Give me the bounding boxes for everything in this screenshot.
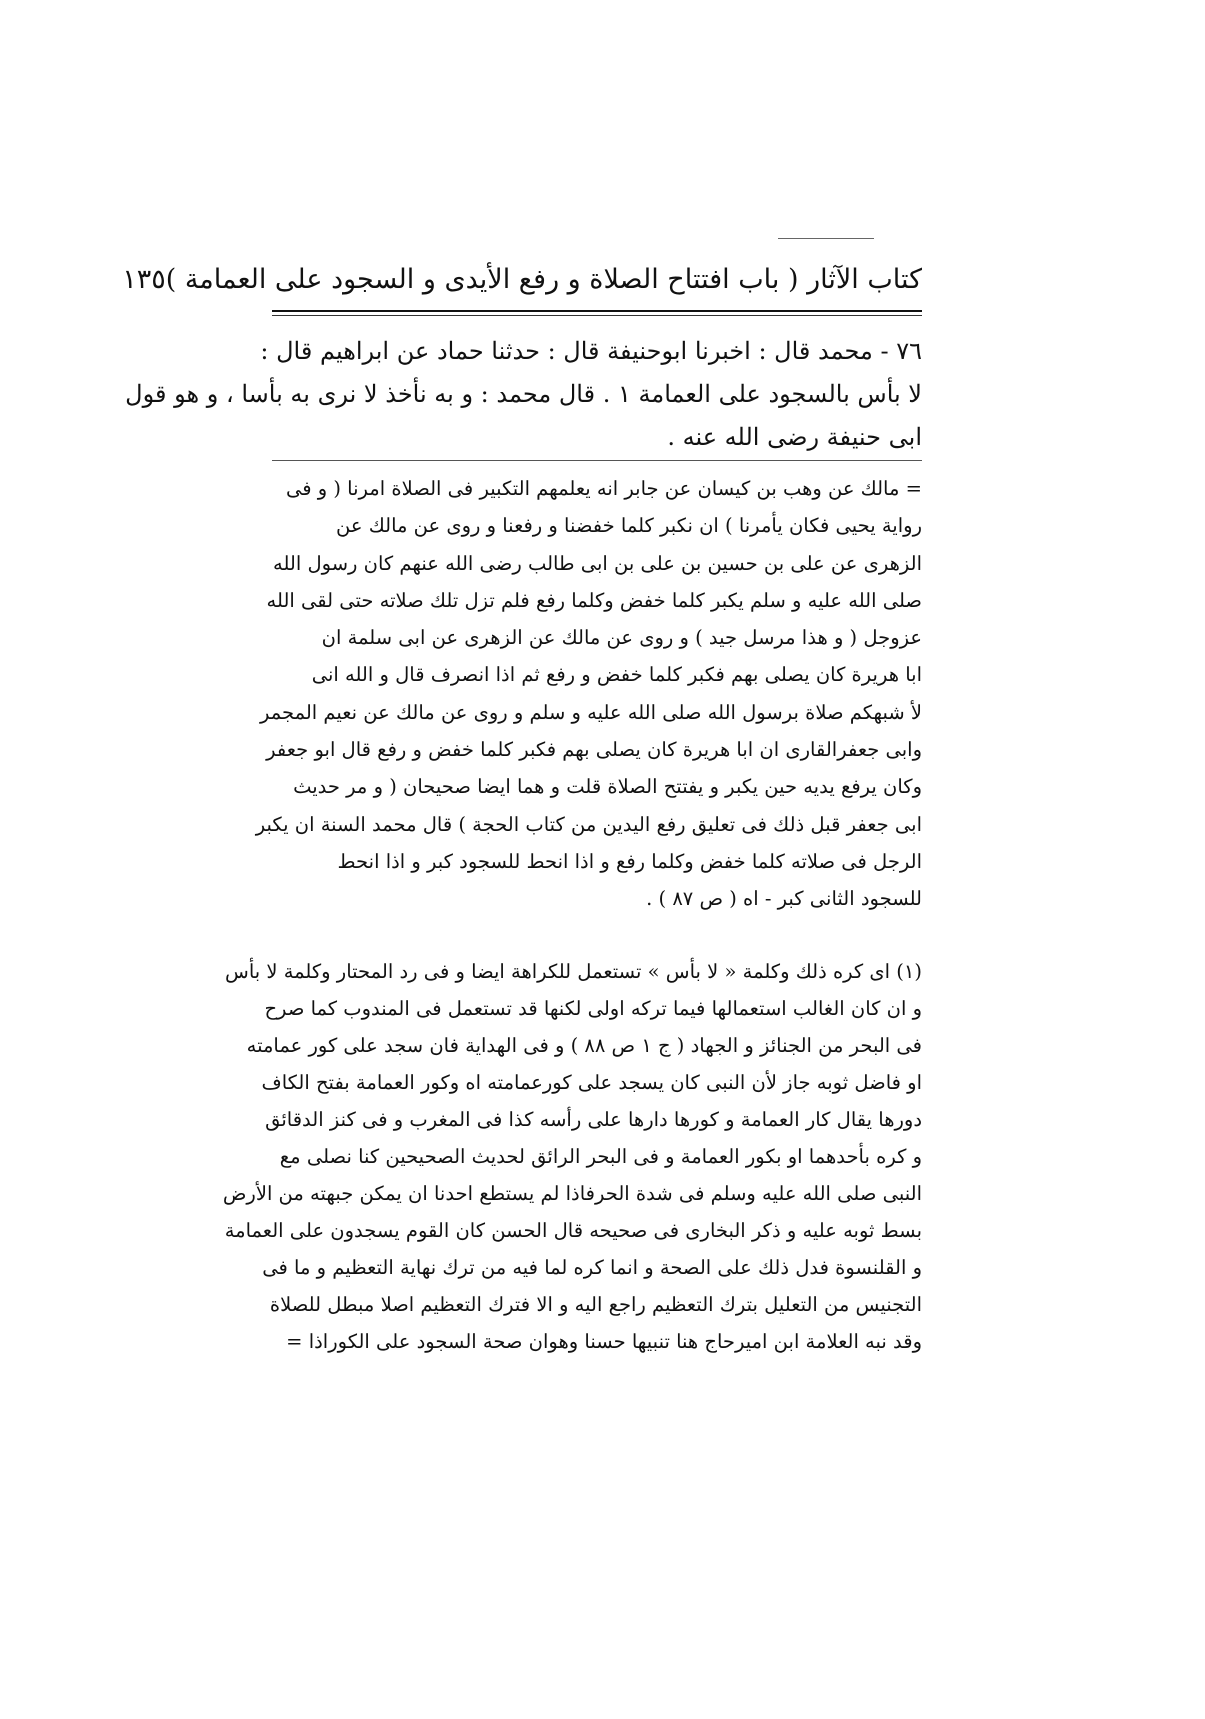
footnote-1 (222, 953, 922, 1360)
footnote-line: و ان كان الغالب استعمالها فيما تركه اولى لكنها قد تستعمل فى المندوب كما صرح (264, 997, 922, 1020)
footnote-line: فى البحر من الجنائز و الجهاد ( ج ١ ص ٨٨ ) و فى الهداية فان سجد على كور عمامته (246, 1034, 922, 1057)
running-head (122, 256, 922, 302)
running-title: كتاب الآثار ( باب افتتاح الصلاة و رفع الأيدى و السجود على العمامة ) (165, 263, 922, 295)
footnote-line: ابى جعفر قبل ذلك فى تعليق رفع اليدين من كتاب الحجة ) قال محمد السنة ان يكبر (255, 812, 922, 836)
footnote-line: بسط ثوبه عليه و ذكر البخارى فى صحيحه قال الحسن كان القوم يسجدون على العمامة (224, 1219, 922, 1242)
footnote-line: او فاضل ثوبه جاز لأن النبى كان يسجد على كورعمامته اه وكور العمامة بفتح الكاف (261, 1071, 922, 1094)
footnote-line: الزهرى عن على بن حسين بن على بن ابى طالب رضى الله عنهم كان رسول الله (272, 551, 922, 575)
footnote-line: وكان يرفع يديه حين يكبر و يفتتح الصلاة قلت و هما ايضا صحيحان ( و مر حديث (293, 775, 922, 799)
footnote-line: (١) اى كره ذلك وكلمة « لا بأس » تستعمل للكراهة ايضا و فى رد المحتار وكلمة لا بأس (225, 960, 922, 983)
footnote-line: وابى جعفرالقارى ان ابا هريرة كان يصلى بهم فكبر كلما خفض و رفع قال ابو جعفر (266, 738, 922, 762)
footnote-line: رواية يحيى فكان يأمرنا ) ان نكبر كلما خفضنا و رفعنا و روى عن مالك عن (336, 514, 922, 538)
footnote-continued (255, 470, 922, 918)
main-text-line: ابى حنيفة رضى الله عنه . (667, 423, 922, 451)
page-number: ١٣٥ (122, 263, 166, 295)
main-text-line: لا بأس بالسجود على العمامة ١ . قال محمد : و به نأخذ لا نرى به بأسا ، و هو قول (125, 380, 922, 408)
footnote-line: عزوجل ( و هذا مرسل جيد ) و روى عن مالك عن الزهرى عن ابى سلمة ان (321, 626, 922, 650)
footnote-line: و القلنسوة فدل ذلك على الصحة و انما كره لما فيه من ترك نهاية التعظيم و ما فى (262, 1256, 922, 1279)
footnote-line: = مالك عن وهب بن كيسان عن جابر انه يعلمهم التكبير فى الصلاة امرنا ( و فى (285, 477, 922, 500)
footnote-line: النبى صلى الله عليه وسلم فى شدة الحرفاذا لم يستطع احدنا ان يمكن جبهته من الأرض (222, 1182, 922, 1205)
footnote-line: وقد نبه العلامة ابن اميرحاج هنا تنبيها حسنا وهوان صحة السجود على الكوراذا = (286, 1330, 922, 1353)
main-text (125, 330, 922, 459)
footnote-line: الرجل فى صلاته كلما خفض وكلما رفع و اذا انحط للسجود كبر و اذا انحط (337, 849, 922, 873)
header-rule (272, 310, 922, 312)
footnote-line: لأ شبهكم صلاة برسول الله صلى الله عليه و سلم و روى عن مالك عن نعيم المجمر (259, 700, 922, 724)
footnote-line: للسجود الثانى كبر - اه ( ص ٨٧ ) . (646, 887, 922, 911)
footnote-line: دورها يقال كار العمامة و كورها دارها على رأسه كذا فى المغرب و فى كنز الدقائق (265, 1108, 922, 1131)
footnote-line: التجنيس من التعليل بترك التعظيم راجع اليه و الا فترك التعظيم اصلا مبطل للصلاة (269, 1293, 922, 1316)
header-rule-thin (272, 315, 922, 316)
footnote-line: ابا هريرة كان يصلى بهم فكبر كلما خفض و رفع ثم اذا انصرف قال و الله انى (311, 663, 922, 687)
footnote-separator (272, 460, 922, 461)
top-rule (778, 238, 874, 239)
footnote-line: و كره بأحدهما او بكور العمامة و فى البحر الرائق لحديث الصحيحين كنا نصلى مع (279, 1145, 922, 1168)
footnote-line: صلى الله عليه و سلم يكبر كلما خفض وكلما رفع فلم تزل تلك صلاته حتى لقى الله (266, 588, 922, 612)
main-text-line: ٧٦ - محمد قال : اخبرنا ابوحنيفة قال : حدثنا حماد عن ابراهيم قال : (260, 337, 922, 365)
